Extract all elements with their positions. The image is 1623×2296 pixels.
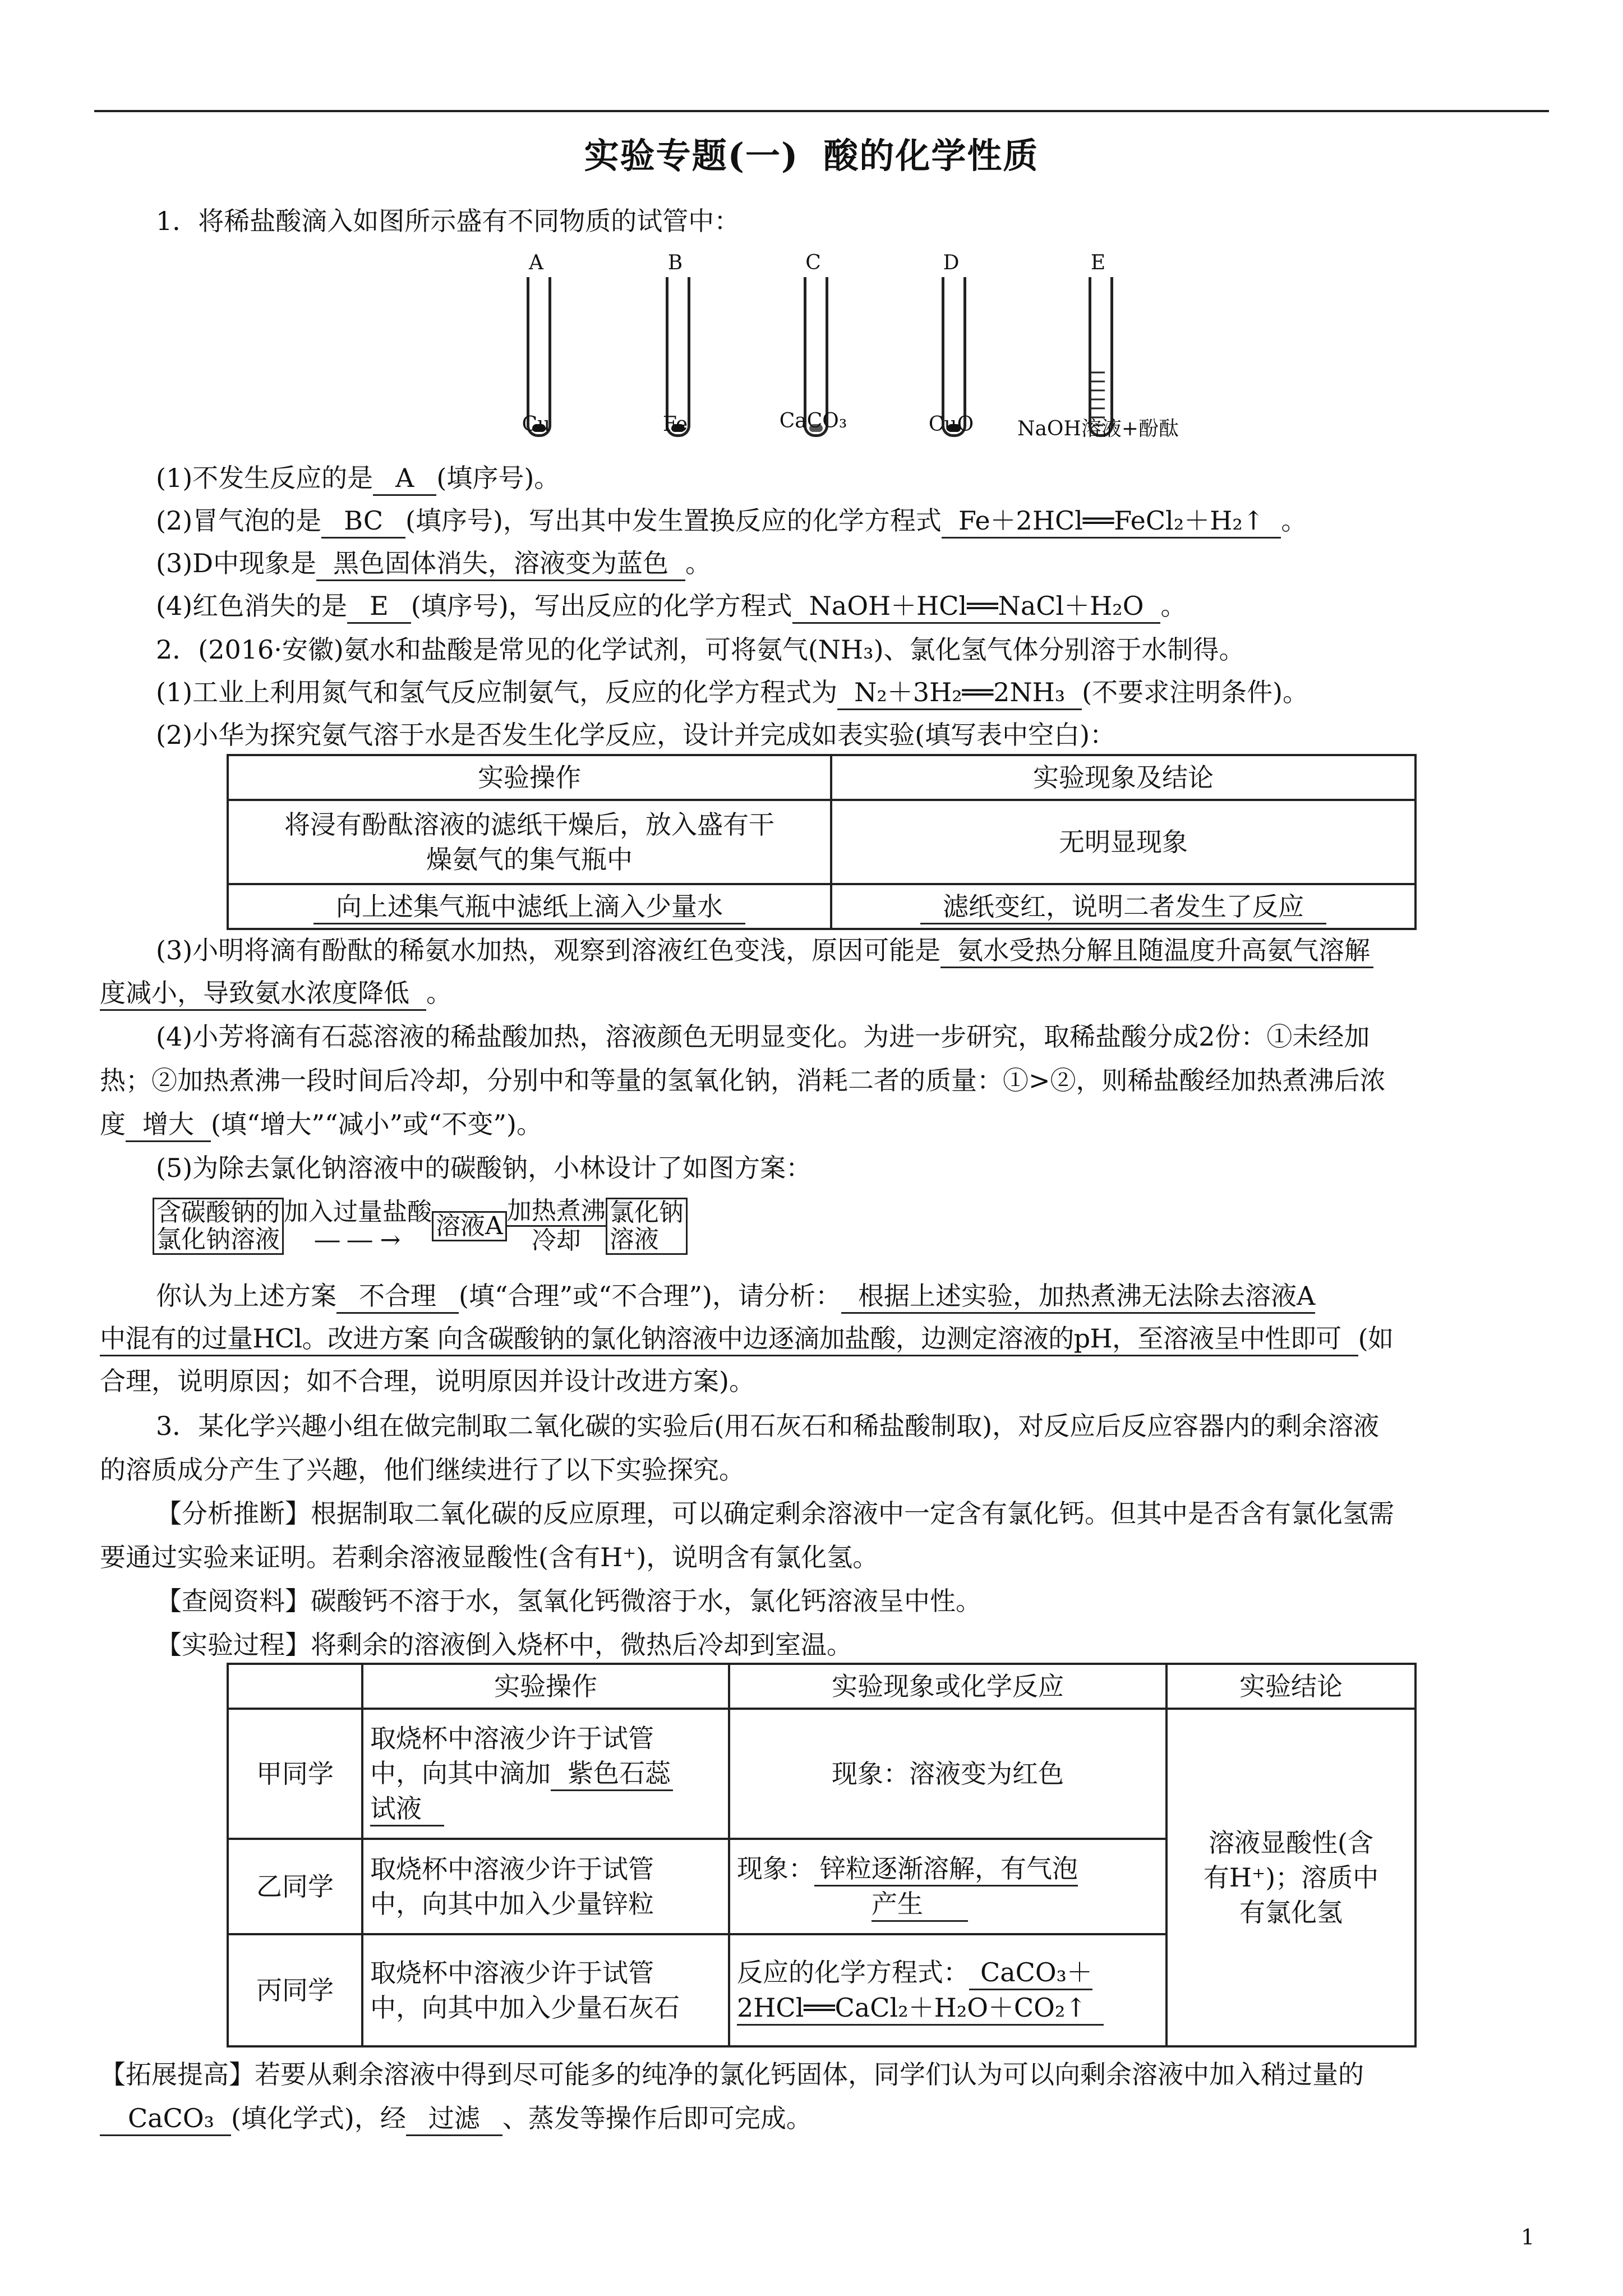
q2-flow-diagram — [153, 1197, 688, 1255]
q3-analysis-line2: 要通过实验来证明。若剩余溶液显酸性(含有H⁺)，说明含有氯化氢。 — [100, 1542, 879, 1572]
flow-box-end: 氯化钠 溶液 — [606, 1198, 688, 1255]
q3-table — [227, 1663, 1417, 2047]
q1-sub3: (3)D中现象是 黑色固体消失，溶液变为蓝色 。 — [156, 546, 711, 581]
q3-table-header-operation: 实验操作 — [362, 1664, 729, 1709]
q2-sub4-line1: (4)小芳将滴有石蕊溶液的稀盐酸加热，溶液颜色无明显变化。为进一步研究，取稀盐酸分成2份：①未经加 — [156, 1022, 1370, 1052]
solution-level-icon — [1089, 277, 1108, 434]
q2-sub3-line2: 度减小，导致氨水浓度降低 。 — [100, 976, 452, 1011]
flow-box-solution-a: 溶液A — [432, 1211, 507, 1241]
q2-sub4-line3: 度 增大 (填“增大”“减小”或“不变”)。 — [100, 1107, 542, 1142]
q3-table-student-yi: 乙同学 — [228, 1839, 362, 1934]
tube-label-c: CaCO₃ — [779, 409, 847, 432]
q3-table-result-yi: 现象： 锌粒逐渐溶解，有气泡 产生 — [729, 1839, 1166, 1934]
top-rule — [94, 110, 1549, 112]
q3-table-result-jia: 现象：溶液变为红色 — [729, 1709, 1166, 1839]
flow-arrow-1: 加入过量盐酸 ― ― → — [284, 1197, 432, 1254]
q2-answer5-analysis-a: 根据上述实验，加热煮沸无法除去溶液A — [841, 1280, 1315, 1314]
tube-label-d: CuO — [928, 413, 974, 436]
q2-stem: 2．(2016·安徽)氨水和盐酸是常见的化学试剂，可将氨气(NH₃)、氯化氢气体分别溶于水制得。 — [156, 634, 1245, 665]
q2-answer3b: 度减小，导致氨水浓度降低 — [100, 977, 426, 1011]
q1-stem: 1．将稀盐酸滴入如图所示盛有不同物质的试管中： — [156, 206, 740, 236]
q1-answer2: BC — [321, 504, 405, 539]
q2-answer3a: 氨水受热分解且随温度升高氨气溶解 — [940, 934, 1373, 968]
q3-table-header-blank — [228, 1664, 362, 1709]
title-part2: 酸的化学性质 — [823, 135, 1039, 176]
q2-sub5-line3: 合理，说明原因；如不合理，说明原因并设计改进方案)。 — [100, 1366, 755, 1396]
q3-extension-answer1: CaCO₃ — [100, 2102, 231, 2136]
flow-box-start: 含碳酸钠的 氯化钠溶液 — [153, 1198, 284, 1255]
q3-table-op-jia: 取烧杯中溶液少许于试管 中，向其中滴加 紫色石蕊 试液 — [362, 1709, 729, 1839]
q2-sub5: (5)为除去氯化钠溶液中的碳酸钠，小林设计了如图方案： — [156, 1153, 812, 1183]
q2-sub3-line1: (3)小明将滴有酚酞的稀氨水加热，观察到溶液红色变浅，原因可能是 氨水受热分解且随温度升高氨气溶解 — [156, 933, 1373, 968]
q3-extension-line1: 【拓展提高】若要从剩余溶液中得到尽可能多的纯净的氯化钙固体，同学们认为可以向剩余溶液中加入稍过量的 — [100, 2059, 1364, 2090]
tube-label-a: Cu — [522, 413, 551, 436]
q2-sub5-line2: 中混有的过量HCl。改进方案 向含碳酸钠的氯化钠溶液中边逐滴加盐酸，边测定溶液的pH，至溶液呈中性即可 (如 — [100, 1322, 1393, 1356]
q2-sub4-line2: 热；②加热煮沸一段时间后冷却，分别中和等量的氢氧化钠，消耗二者的质量：①>②，则稀盐酸经加热煮沸后浓 — [100, 1065, 1386, 1096]
q2-table-header-result: 实验现象及结论 — [831, 755, 1415, 800]
q2-table-cell-op2: 向上述集气瓶中滤纸上滴入少量水 — [228, 884, 831, 929]
page-number: 1 — [1521, 2225, 1535, 2249]
q3-stem-line2: 的溶质成分产生了兴趣，他们继续进行了以下实验探究。 — [100, 1455, 745, 1485]
q1-answer1: A — [373, 462, 436, 496]
q3-table-header-phenomenon: 实验现象或化学反应 — [729, 1664, 1166, 1709]
q1-sub4: (4)红色消失的是 E (填序号)，写出反应的化学方程式 NaOH＋HCl══NaCl＋H₂O 。 — [156, 589, 1186, 624]
q1-answer2-equation: Fe＋2HCl══FeCl₂＋H₂↑ — [942, 504, 1281, 539]
q2-table — [227, 754, 1417, 930]
tube-label-e: NaOH溶液+酚酞 — [1017, 417, 1179, 440]
q2-table-header-operation: 实验操作 — [228, 755, 831, 800]
q3-table-conclusion: 溶液显酸性(含 有H⁺)；溶质中 有氯化氢 — [1166, 1709, 1415, 2046]
tube-letter-d: D — [943, 251, 960, 274]
tube-label-b: Fe — [662, 413, 688, 436]
q2-answer1: N₂＋3H₂══2NH₃ — [837, 676, 1082, 710]
q2-answer4: 增大 — [126, 1108, 211, 1142]
q2-sub5-line1: 你认为上述方案 不合理 (填“合理”或“不合理”)，请分析： 根据上述实验，加热煮沸无法除去溶液A — [156, 1279, 1315, 1314]
page-title — [0, 128, 1623, 178]
title-part1: 实验专题(一) — [584, 135, 799, 176]
q1-answer4: E — [347, 590, 411, 624]
q3-table-student-jia: 甲同学 — [228, 1709, 362, 1839]
tube-letter-c: C — [805, 251, 821, 274]
q3-procedure: 【实验过程】将剩余的溶液倒入烧杯中，微热后冷却到室温。 — [156, 1630, 852, 1660]
q2-table-cell-op1: 将浸有酚酞溶液的滤纸干燥后，放入盛有干 燥氨气的集气瓶中 — [228, 800, 831, 884]
q2-table-cell-result2: 滤纸变红，说明二者发生了反应 — [831, 884, 1415, 929]
q3-table-student-bing: 丙同学 — [228, 1934, 362, 2046]
q2-sub1: (1)工业上利用氮气和氢气反应制氨气，反应的化学方程式为 N₂＋3H₂══2NH₃ (不要求注明条件)。 — [156, 675, 1308, 710]
q3-table-op-yi: 取烧杯中溶液少许于试管 中，向其中加入少量锌粒 — [362, 1839, 729, 1934]
q3-extension-answer2: 过滤 — [406, 2102, 502, 2136]
q1-answer3: 黑色固体消失，溶液变为蓝色 — [316, 547, 685, 581]
tube-letter-b: B — [667, 251, 683, 274]
q3-table-op-bing: 取烧杯中溶液少许于试管 中，向其中加入少量石灰石 — [362, 1934, 729, 2046]
q3-analysis-line1: 【分析推断】根据制取二氧化碳的反应原理，可以确定剩余溶液中一定含有氯化钙。但其中是否含有氯化氢需 — [156, 1498, 1394, 1529]
tube-letter-a: A — [529, 251, 543, 274]
flow-arrow-2: 加热煮沸 冷却 — [506, 1197, 606, 1255]
q2-table-cell-result1: 无明显现象 — [831, 800, 1415, 884]
q1-sub2: (2)冒气泡的是 BC (填序号)，写出其中发生置换反应的化学方程式 Fe＋2HCl══FeCl₂＋H₂↑ 。 — [156, 504, 1307, 539]
q1-answer4-equation: NaOH＋HCl══NaCl＋H₂O — [792, 590, 1161, 624]
q3-reference: 【查阅资料】碳酸钙不溶于水，氢氧化钙微溶于水，氯化钙溶液呈中性。 — [156, 1586, 981, 1616]
q2-sub2: (2)小华为探究氨气溶于水是否发生化学反应，设计并完成如表实验(填写表中空白)： — [156, 720, 1116, 750]
q3-table-header-conclusion: 实验结论 — [1166, 1664, 1415, 1709]
q1-sub1: (1)不发生反应的是 A (填序号)。 — [156, 461, 560, 496]
q3-table-result-bing: 反应的化学方程式： CaCO₃＋ 2HCl══CaCl₂＋H₂O＋CO₂↑ — [729, 1934, 1166, 2046]
q2-answer5-analysis-b: 中混有的过量HCl。改进方案 向含碳酸钠的氯化钠溶液中边逐滴加盐酸，边测定溶液的pH，至溶液呈中性即可 — [100, 1322, 1358, 1356]
q3-extension-line2: CaCO₃ (填化学式)，经 过滤 、蒸发等操作后即可完成。 — [100, 2101, 812, 2136]
tube-letter-e: E — [1090, 251, 1106, 274]
q3-stem-line1: 3．某化学兴趣小组在做完制取二氧化碳的实验后(用石灰石和稀盐酸制取)，对反应后反应容器内的剩余溶液 — [156, 1411, 1380, 1441]
q2-answer5: 不合理 — [336, 1280, 459, 1314]
